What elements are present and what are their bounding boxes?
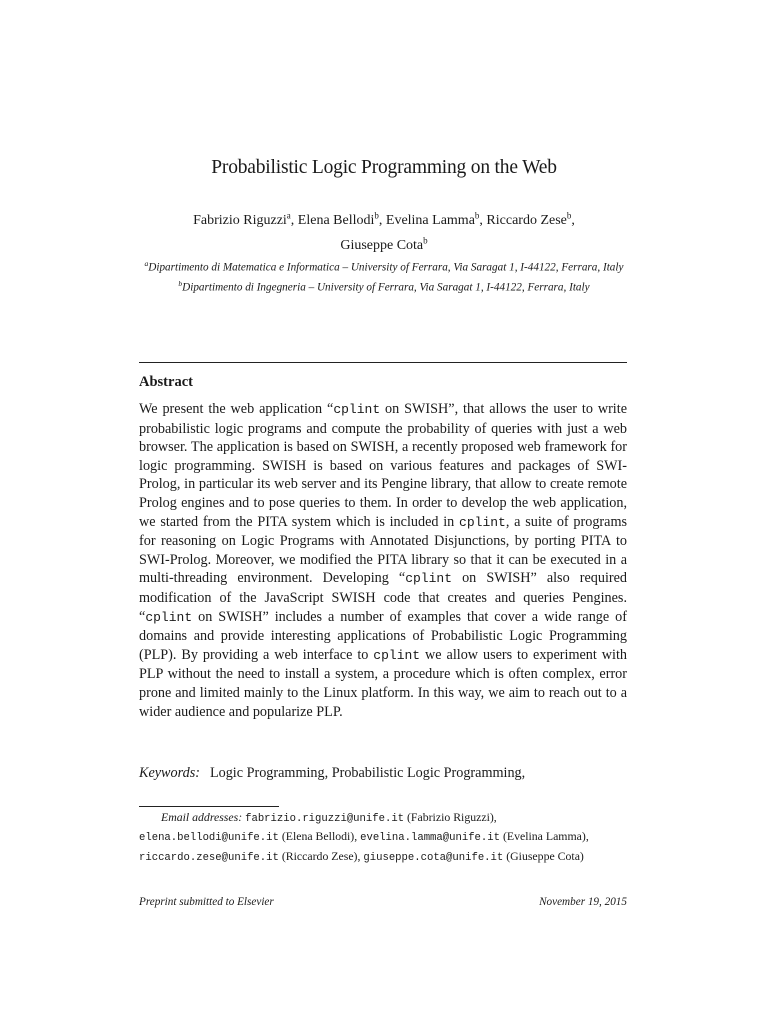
keywords-label: Keywords: xyxy=(139,765,200,781)
author: Riccardo Zese$^b$, xyxy=(486,210,575,228)
author: Giuseppe Cota$^b$ xyxy=(340,235,428,254)
abstract-top-rule xyxy=(139,362,627,363)
email-entry: elena.bellodi@unife.it (Elena Bellodi), xyxy=(139,829,358,845)
email-address[interactable]: evelina.lamma@unife.it xyxy=(360,832,500,845)
email-address[interactable]: riccardo.zese@unife.it xyxy=(139,851,279,864)
abstract-heading: Abstract xyxy=(139,374,193,390)
footnote-rule xyxy=(139,806,279,807)
email-entry: evelina.lamma@unife.it (Evelina Lamma), xyxy=(360,829,589,845)
email-entry: riccardo.zese@unife.it (Riccardo Zese), xyxy=(139,848,361,864)
footnote-label: Email addresses: xyxy=(161,810,243,824)
footer-preprint-note: Preprint submitted to Elsevier xyxy=(139,896,274,908)
abstract-text: We present the web application “cplint on SWISH”, that allows the user to write probabilistic logic programs and compute the probability of queries with just a web browser. The application is based on SWISH, a recently proposed web framework for logic programming. SWISH is based on various features and packages of SWI-Prolog, in particular its web server and its Pengine library, that allow to create remote Prolog engines and to pose queries to them. In order to develop the web application, we started from the PITA system which is included in cplint, a suite of programs for reasoning on Logic Programs with Annotated Disjunctions, by porting PITA to SWI-Prolog. Moreover, we modified the PITA library so that it can be executed in a multi-threading environment. Developing “cplint on SWISH” also required modification of the JavaScript SWISH code that creates and queries Pengines. “cplint on SWISH” includes a number of examples that cover a wide range of domains and provide interesting applications of Probabilistic Logic Programming (PLP). By providing a web interface to cplint we allow users to experiment with PLP without the need to install a system, a procedure which is often complex, error prone and limited mainly to the Linux platform. In this way, we aim to reach out to a wider audience and popularize PLP. xyxy=(139,401,628,720)
email-address[interactable]: fabrizio.riguzzi@unife.it xyxy=(245,813,405,825)
keywords-text: Logic Programming, Probabilistic Logic Programming, xyxy=(209,765,526,781)
email-entry: fabrizio.riguzzi@unife.it (Fabrizio Riguzzi), xyxy=(245,810,497,825)
footer-date: November 19, 2015 xyxy=(539,896,627,908)
email-footnote xyxy=(139,809,627,867)
author: Elena Bellodi$^b$, xyxy=(297,210,386,228)
keywords xyxy=(139,764,627,783)
email-address[interactable]: giuseppe.cota@unife.it xyxy=(363,851,504,864)
author: Fabrizio Riguzzi$^a$, xyxy=(193,210,298,228)
paper-title: Probabilistic Logic Programming on the Web xyxy=(211,157,557,178)
affiliation: $^a$Dipartimento di Matematica e Informatica – University of Ferrara, Via Saragat 1, I-44122, Ferrara, Italy xyxy=(144,259,624,274)
email-address[interactable]: elena.bellodi@unife.it xyxy=(139,832,279,845)
affiliation-list xyxy=(140,256,628,295)
email-entry: giuseppe.cota@unife.it (Giuseppe Cota) xyxy=(363,848,584,864)
affiliation: $^b$Dipartimento di Ingegneria – University of Ferrara, Via Saragat 1, I-44122, Ferrara, Italy xyxy=(178,278,590,294)
author: Evelina Lamma$^b$, xyxy=(385,210,487,228)
author-list xyxy=(120,205,648,256)
